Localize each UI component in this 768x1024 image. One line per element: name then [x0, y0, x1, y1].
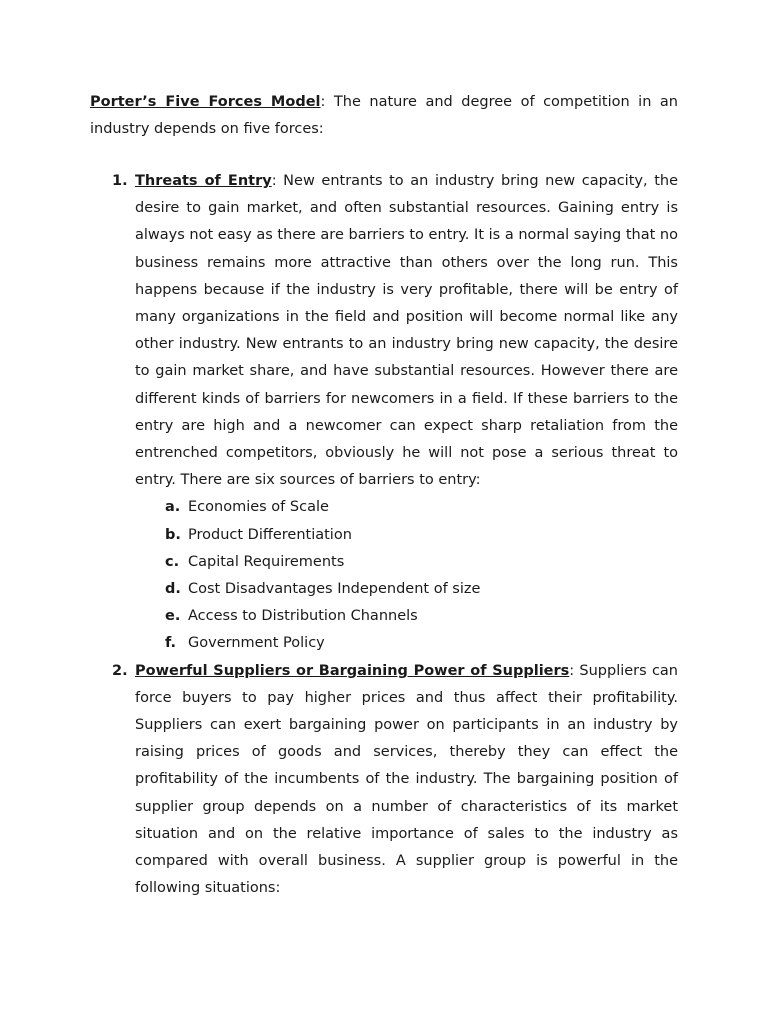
sublist-item [135, 603, 678, 630]
sublist-item [135, 576, 678, 603]
item-number: 2. [112, 662, 128, 679]
intro-heading: Porter’s Five Forces Model [90, 94, 321, 110]
sublist-letter: d. [165, 581, 181, 598]
sublist-text: Cost Disadvantages Independent of size [188, 581, 481, 598]
item-text: : New entrants to an industry bring new capacity, the desire to gain market, and often substantial resources. Gaining entry is always not easy as there are barriers to entry. It is a normal saying that no business remains more attractive than others over the long run. This happens because if the industry is very profitable, there will be entry of many organizations in the field and position will become normal like any other industry. New entrants to an industry bring new capacity, the desire to gain market share, and have substantial resources. However there are different kinds of barriers for newcomers in a field. If these barriers to the entry are high and a newcomer can expect sharp retaliation from the entrenched competitors, obviously he will not pose a serious threat to entry. There are six sources of barriers to entry: [135, 173, 678, 489]
sublist-letter: f. [165, 635, 177, 652]
sublist-text: Economies of Scale [188, 499, 329, 516]
list-item-threats-of-entry [90, 168, 678, 658]
forces-list [90, 168, 678, 902]
sublist-item [135, 630, 678, 657]
item-heading: Threats of Entry [135, 173, 272, 189]
intro-paragraph [90, 89, 678, 143]
item-heading: Powerful Suppliers or Bargaining Power of Suppliers [135, 662, 570, 679]
item-text: : Suppliers can force buyers to pay higher prices and thus affect their profitability. Suppliers can exert bargaining power on participants in an industry by raising prices of goods and services, thereby they can effect the profitability of the incumbents of the industry. The bargaining position of supplier group depends on a number of characteristics of its market situation and on the relative importance of sales to the industry as compared with overall business. A supplier group is powerful in the following situations: [135, 662, 678, 897]
list-item-powerful-suppliers [90, 658, 678, 903]
sublist-letter: c. [165, 553, 180, 570]
sublist-item [135, 522, 678, 549]
sublist-letter: a. [165, 499, 181, 516]
item-number: 1. [112, 173, 128, 189]
sublist-text: Government Policy [188, 635, 325, 652]
sublist-item [135, 494, 678, 521]
barriers-sublist [135, 494, 678, 657]
sublist-text: Access to Distribution Channels [188, 608, 418, 625]
sublist-text: Product Differentiation [188, 526, 352, 543]
intro-text: : The nature and degree of competition in an industry depends on five forces: [90, 94, 678, 137]
sublist-text: Capital Requirements [188, 553, 345, 570]
sublist-item [135, 549, 678, 576]
sublist-letter: e. [165, 608, 181, 625]
sublist-letter: b. [165, 526, 181, 543]
